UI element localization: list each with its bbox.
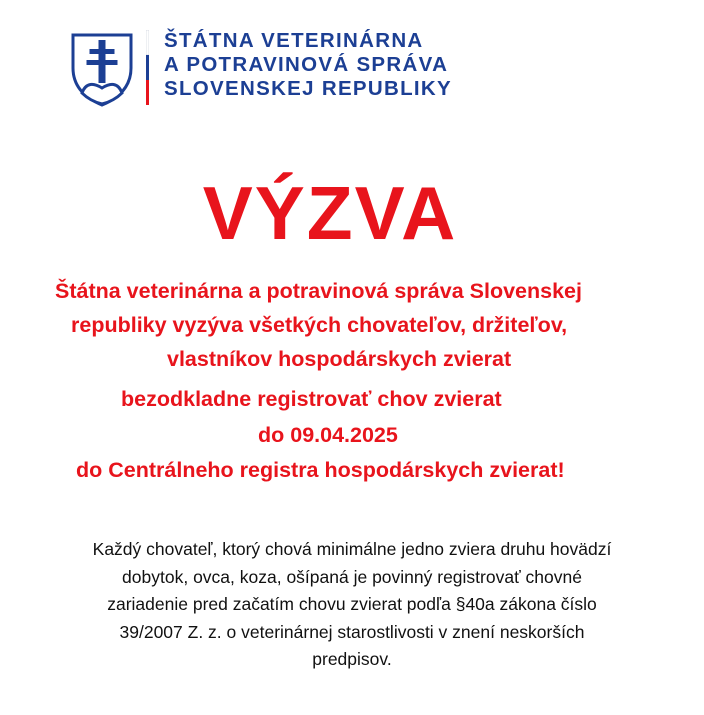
organization-name-line-1: ŠTÁTNA VETERINÁRNA [164, 29, 424, 52]
appeal-line-4: bezodkladne registrovať chov zvierat [121, 387, 502, 411]
appeal-line-6: do Centrálneho registra hospodárskych zvierat! [76, 458, 565, 482]
body-line-5: predpisov. [312, 649, 392, 669]
organization-name-line-2: A POTRAVINOVÁ SPRÁVA [164, 53, 449, 76]
slovak-coat-of-arms-icon [70, 32, 134, 108]
body-line-3: zariadenie pred začatím chovu zvierat podľa §40a zákona číslo [107, 594, 597, 614]
organization-name [164, 29, 452, 101]
header [0, 0, 704, 120]
appeal-line-1: Štátna veterinárna a potravinová správa Slovenskej [55, 279, 582, 303]
appeal-deadline: do 09.04.2025 [258, 423, 398, 447]
body-line-2: dobytok, ovca, koza, ošípaná je povinný registrovať chovné [122, 566, 582, 587]
body-line-1: Každý chovateľ, ktorý chová minimálne jedno zviera druhu hovädzí [92, 539, 612, 559]
body-paragraph [40, 536, 664, 674]
page-title: VÝZVA [202, 171, 458, 255]
divider-bar [146, 30, 149, 105]
appeal-line-2: republiky vyzýva všetkých chovateľov, držiteľov, [71, 313, 568, 337]
organization-name-line-3: SLOVENSKEJ REPUBLIKY [164, 77, 452, 100]
body-line-4: 39/2007 Z. z. o veterinárnej starostlivosti v znení neskorších [119, 621, 585, 642]
appeal-line-3: vlastníkov hospodárskych zvierat [167, 347, 512, 371]
